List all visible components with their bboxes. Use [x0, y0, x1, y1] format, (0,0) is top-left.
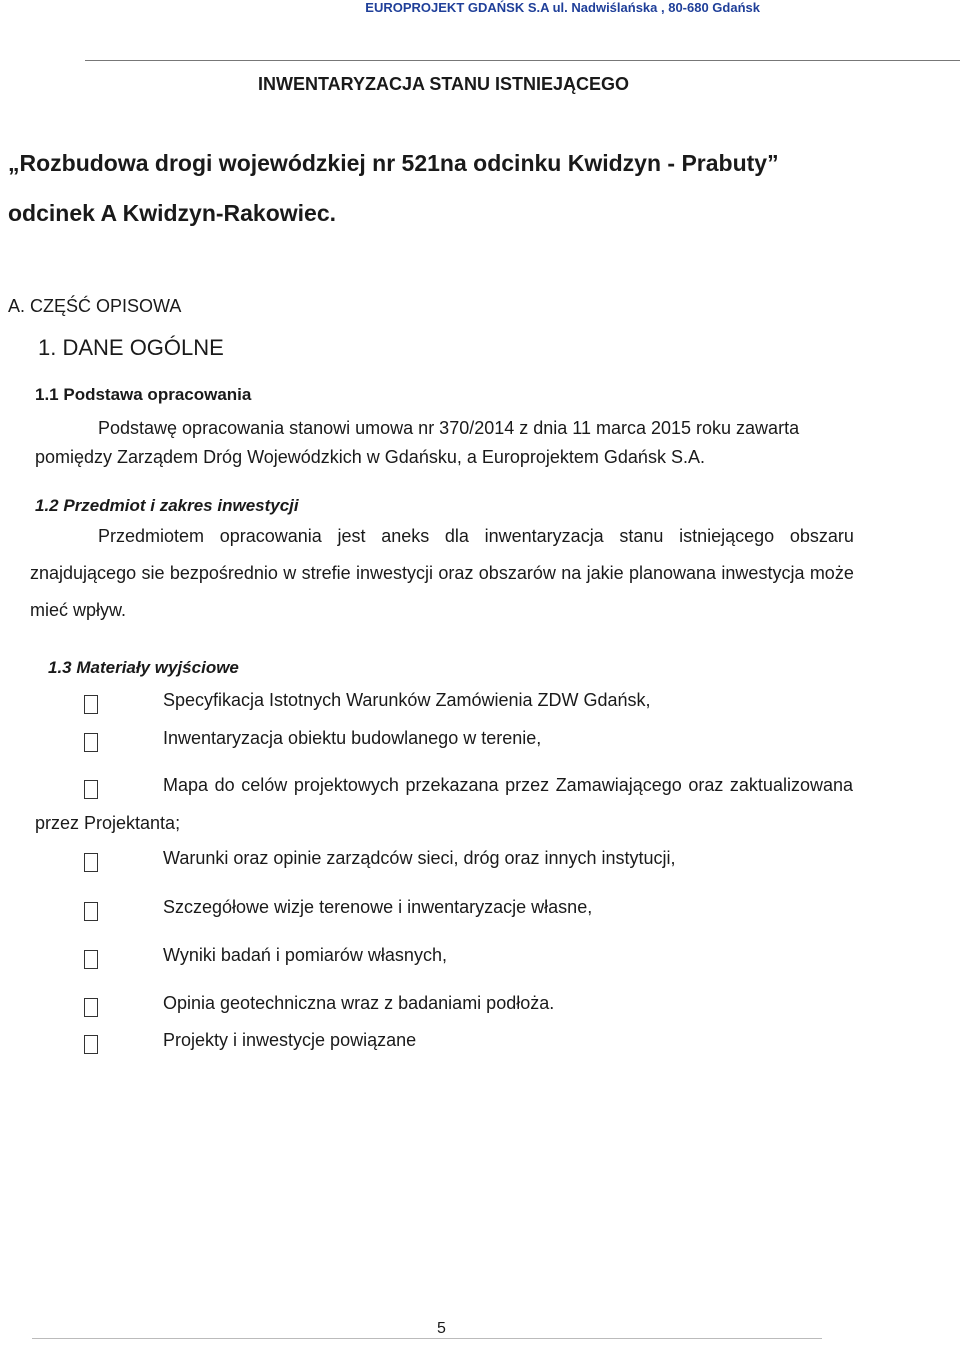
word: przekazana: [405, 775, 499, 795]
word: jakie: [586, 563, 624, 583]
word: projektowych: [293, 775, 399, 795]
bullet-box-icon: [84, 902, 98, 921]
list-item: Specyfikacja Istotnych Warunków Zamówienia ZDW Gdańsk,: [163, 690, 651, 710]
word: Mapa: [163, 775, 209, 795]
word: inwentaryzacja: [484, 526, 604, 546]
bullet-box-icon: [84, 950, 98, 969]
list-item: Warunki oraz opinie zarządców sieci, dróg oraz innych instytucji,: [163, 848, 676, 868]
word: obszarów: [478, 563, 556, 583]
bullet-box-icon: [84, 695, 98, 714]
list-item-continuation: przez Projektanta;: [35, 813, 181, 833]
list-item: Wyniki badań i pomiarów własnych,: [163, 945, 447, 965]
section-1-2-line2: [30, 563, 854, 584]
word: do: [214, 775, 235, 795]
word: strefie: [301, 563, 351, 583]
word: przez: [505, 775, 550, 795]
word: aneks: [381, 526, 430, 546]
section-1-heading: 1. DANE OGÓLNE: [38, 335, 224, 360]
word: celów: [241, 775, 288, 795]
word: Przedmiotem: [98, 526, 205, 546]
word: bezpośrednio: [169, 563, 278, 583]
list-item: Opinia geotechniczna wraz z badaniami podłoża.: [163, 993, 555, 1013]
header-company: EUROPROJEKT GDAŃSK S.A ul. Nadwiślańska , 80-680 Gdańsk: [365, 0, 760, 15]
footer-rule: [32, 1338, 822, 1339]
list-item: [163, 775, 853, 796]
word: Zamawiającego: [555, 775, 682, 795]
project-title-line1: „Rozbudowa drogi wojewódzkiej nr 521na odcinku Kwidzyn - Prabuty”: [8, 150, 779, 176]
section-1-2-line3: mieć wpływ.: [30, 600, 127, 620]
word: w: [283, 563, 297, 583]
word: stanu: [619, 526, 664, 546]
section-1-1-line1: Podstawę opracowania stanowi umowa nr 370/2014 z dnia 11 marca 2015 roku zawarta: [98, 418, 800, 438]
word: jest: [337, 526, 366, 546]
word: obszaru: [789, 526, 854, 546]
word: istniejącego: [679, 526, 775, 546]
word: inwestycja: [721, 563, 805, 583]
word: sie: [141, 563, 165, 583]
word: opracowania: [219, 526, 322, 546]
project-title-line2: odcinek A Kwidzyn-Rakowiec.: [8, 200, 337, 226]
word: inwestycji: [356, 563, 434, 583]
page-number: 5: [437, 1320, 446, 1337]
word: na: [561, 563, 582, 583]
list-item: Inwentaryzacja obiektu budowlanego w terenie,: [163, 728, 542, 748]
word: może: [809, 563, 854, 583]
bullet-box-icon: [84, 853, 98, 872]
section-1-3-heading: 1.3 Materiały wyjściowe: [48, 658, 239, 677]
bullet-box-icon: [84, 1035, 98, 1054]
word: oraz: [438, 563, 474, 583]
list-item: Projekty i inwestycje powiązane: [163, 1030, 417, 1050]
section-1-1-line2: pomiędzy Zarządem Dróg Wojewódzkich w Gdańsku, a Europrojektem Gdańsk S.A.: [35, 447, 705, 467]
part-heading: A. CZĘŚĆ OPISOWA: [8, 296, 182, 316]
document-title: INWENTARYZACJA STANU ISTNIEJĄCEGO: [258, 74, 630, 94]
section-1-2-heading: 1.2 Przedmiot i zakres inwestycji: [35, 496, 299, 515]
section-1-1-heading: 1.1 Podstawa opracowania: [35, 385, 252, 404]
word: planowana: [628, 563, 717, 583]
word: znajdującego: [30, 563, 137, 583]
header-rule: [85, 60, 960, 61]
word: zaktualizowana: [729, 775, 853, 795]
bullet-box-icon: [84, 780, 98, 799]
word: dla: [444, 526, 469, 546]
bullet-box-icon: [84, 733, 98, 752]
word: oraz: [688, 775, 724, 795]
list-item: Szczegółowe wizje terenowe i inwentaryzacje własne,: [163, 897, 593, 917]
bullet-box-icon: [84, 998, 98, 1017]
section-1-2-line1: [98, 526, 854, 547]
